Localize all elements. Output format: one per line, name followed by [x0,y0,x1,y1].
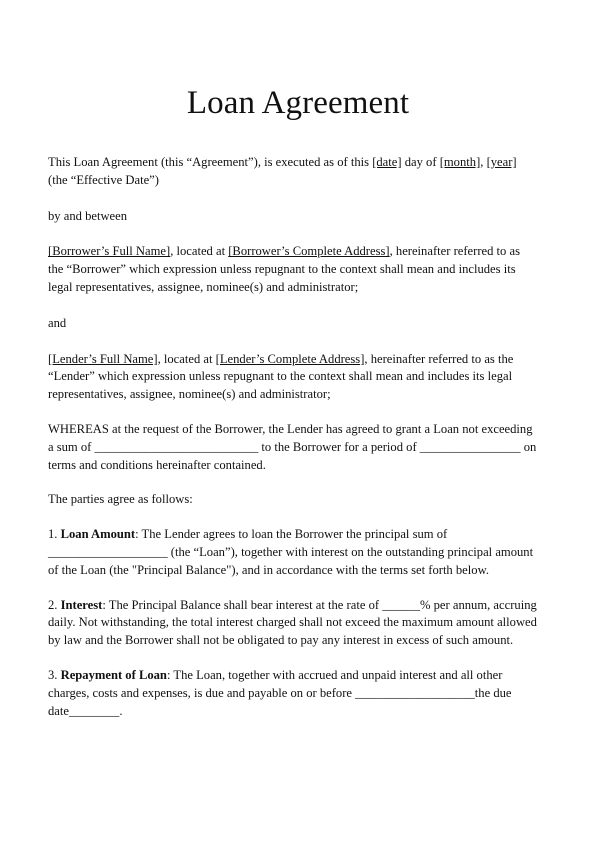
clause-3-line-3: date________. [48,703,123,718]
lender-text: , located at [157,351,216,366]
clause-3-line-2: charges, costs and expenses, is due and payable on or before ___________________the due [48,685,512,700]
and-text: and [48,315,67,330]
lender-line-1 [48,351,548,369]
borrower-paragraph [48,243,548,296]
borrower-line-1 [48,243,548,261]
clause-number: 3. [48,667,61,682]
between-text: by and between [48,208,128,223]
intro-line-2: (the “Effective Date”) [48,172,159,187]
year-placeholder: [year] [486,155,517,169]
whereas-line-1: WHEREAS at the request of the Borrower, the Lender has agreed to grant a Loan not exceeding [48,421,533,436]
clause-heading: Loan Amount [60,527,136,542]
whereas-line-2: a sum of __________________________ to the Borrower for a period of ________________ on [48,439,537,454]
intro-text: , [480,155,487,169]
clause-3-line-1 [48,667,548,685]
clause-number: 2. [48,597,61,612]
borrower-address-placeholder: [Borrower’s Complete Address] [228,244,390,259]
lender-address-placeholder: [Lender’s Complete Address] [215,351,365,366]
borrower-text: , located at [170,244,229,259]
whereas-paragraph [48,421,548,474]
whereas-line-3: terms and conditions hereinafter contained. [48,457,266,472]
clause-text: : The Principal Balance shall bear interest at the rate of ______% per annum, accruing [102,597,537,612]
clause-heading: Interest [60,597,103,612]
clause-1-line-2: ___________________ (the “Loan”), together with interest on the outstanding principal amount [48,544,534,559]
lender-paragraph [48,351,548,404]
lender-text: , hereinafter referred to as the [364,351,514,366]
borrower-text: , hereinafter referred to as [389,244,520,259]
clause-2-line-3: by law and the Borrower shall not be obligated to pay any interest in excess of such amount. [48,633,514,648]
clause-text: : The Lender agrees to loan the Borrower the principal sum of [135,527,448,542]
clause-1-line-1 [48,526,548,544]
borrower-line-2: the “Borrower” which expression unless repugnant to the context shall mean and includes its [48,262,516,277]
clause-interest [48,597,548,650]
clause-heading: Repayment of Loan [60,667,167,682]
clause-loan-amount [48,526,548,579]
clause-repayment [48,667,548,720]
parties-text: The parties agree as follows: [48,492,193,507]
clause-2-line-1 [48,597,548,615]
clause-text: : The Loan, together with accrued and unpaid interest and all other [166,667,503,682]
intro-text: This Loan Agreement (this “Agreement”), is executed as of this [48,155,373,169]
borrower-line-3: legal representatives, assignee, nominee(s) and administrator; [48,279,359,294]
month-placeholder: [month] [439,155,481,169]
clause-number: 1. [48,527,61,542]
lender-name-placeholder: [Lender’s Full Name] [48,351,158,366]
date-placeholder: [date] [372,155,402,169]
borrower-name-placeholder: [Borrower’s Full Name] [48,244,171,259]
document-title: Loan Agreement [186,85,410,121]
clause-2-line-2: daily. Not withstanding, the total interest charged shall not exceed the maximum amount allowed [48,615,537,630]
lender-line-3: representatives, assignee, nominee(s) and administrator; [48,387,331,402]
intro-paragraph [48,154,548,190]
intro-line-1 [48,154,548,172]
lender-line-2: “Lender” which expression unless repugnant to the context shall mean and includes its legal [48,369,513,384]
intro-text: day of [401,155,440,169]
clause-1-line-3: of the Loan (the "Principal Balance"), and in accordance with the terms set forth below. [48,562,489,577]
